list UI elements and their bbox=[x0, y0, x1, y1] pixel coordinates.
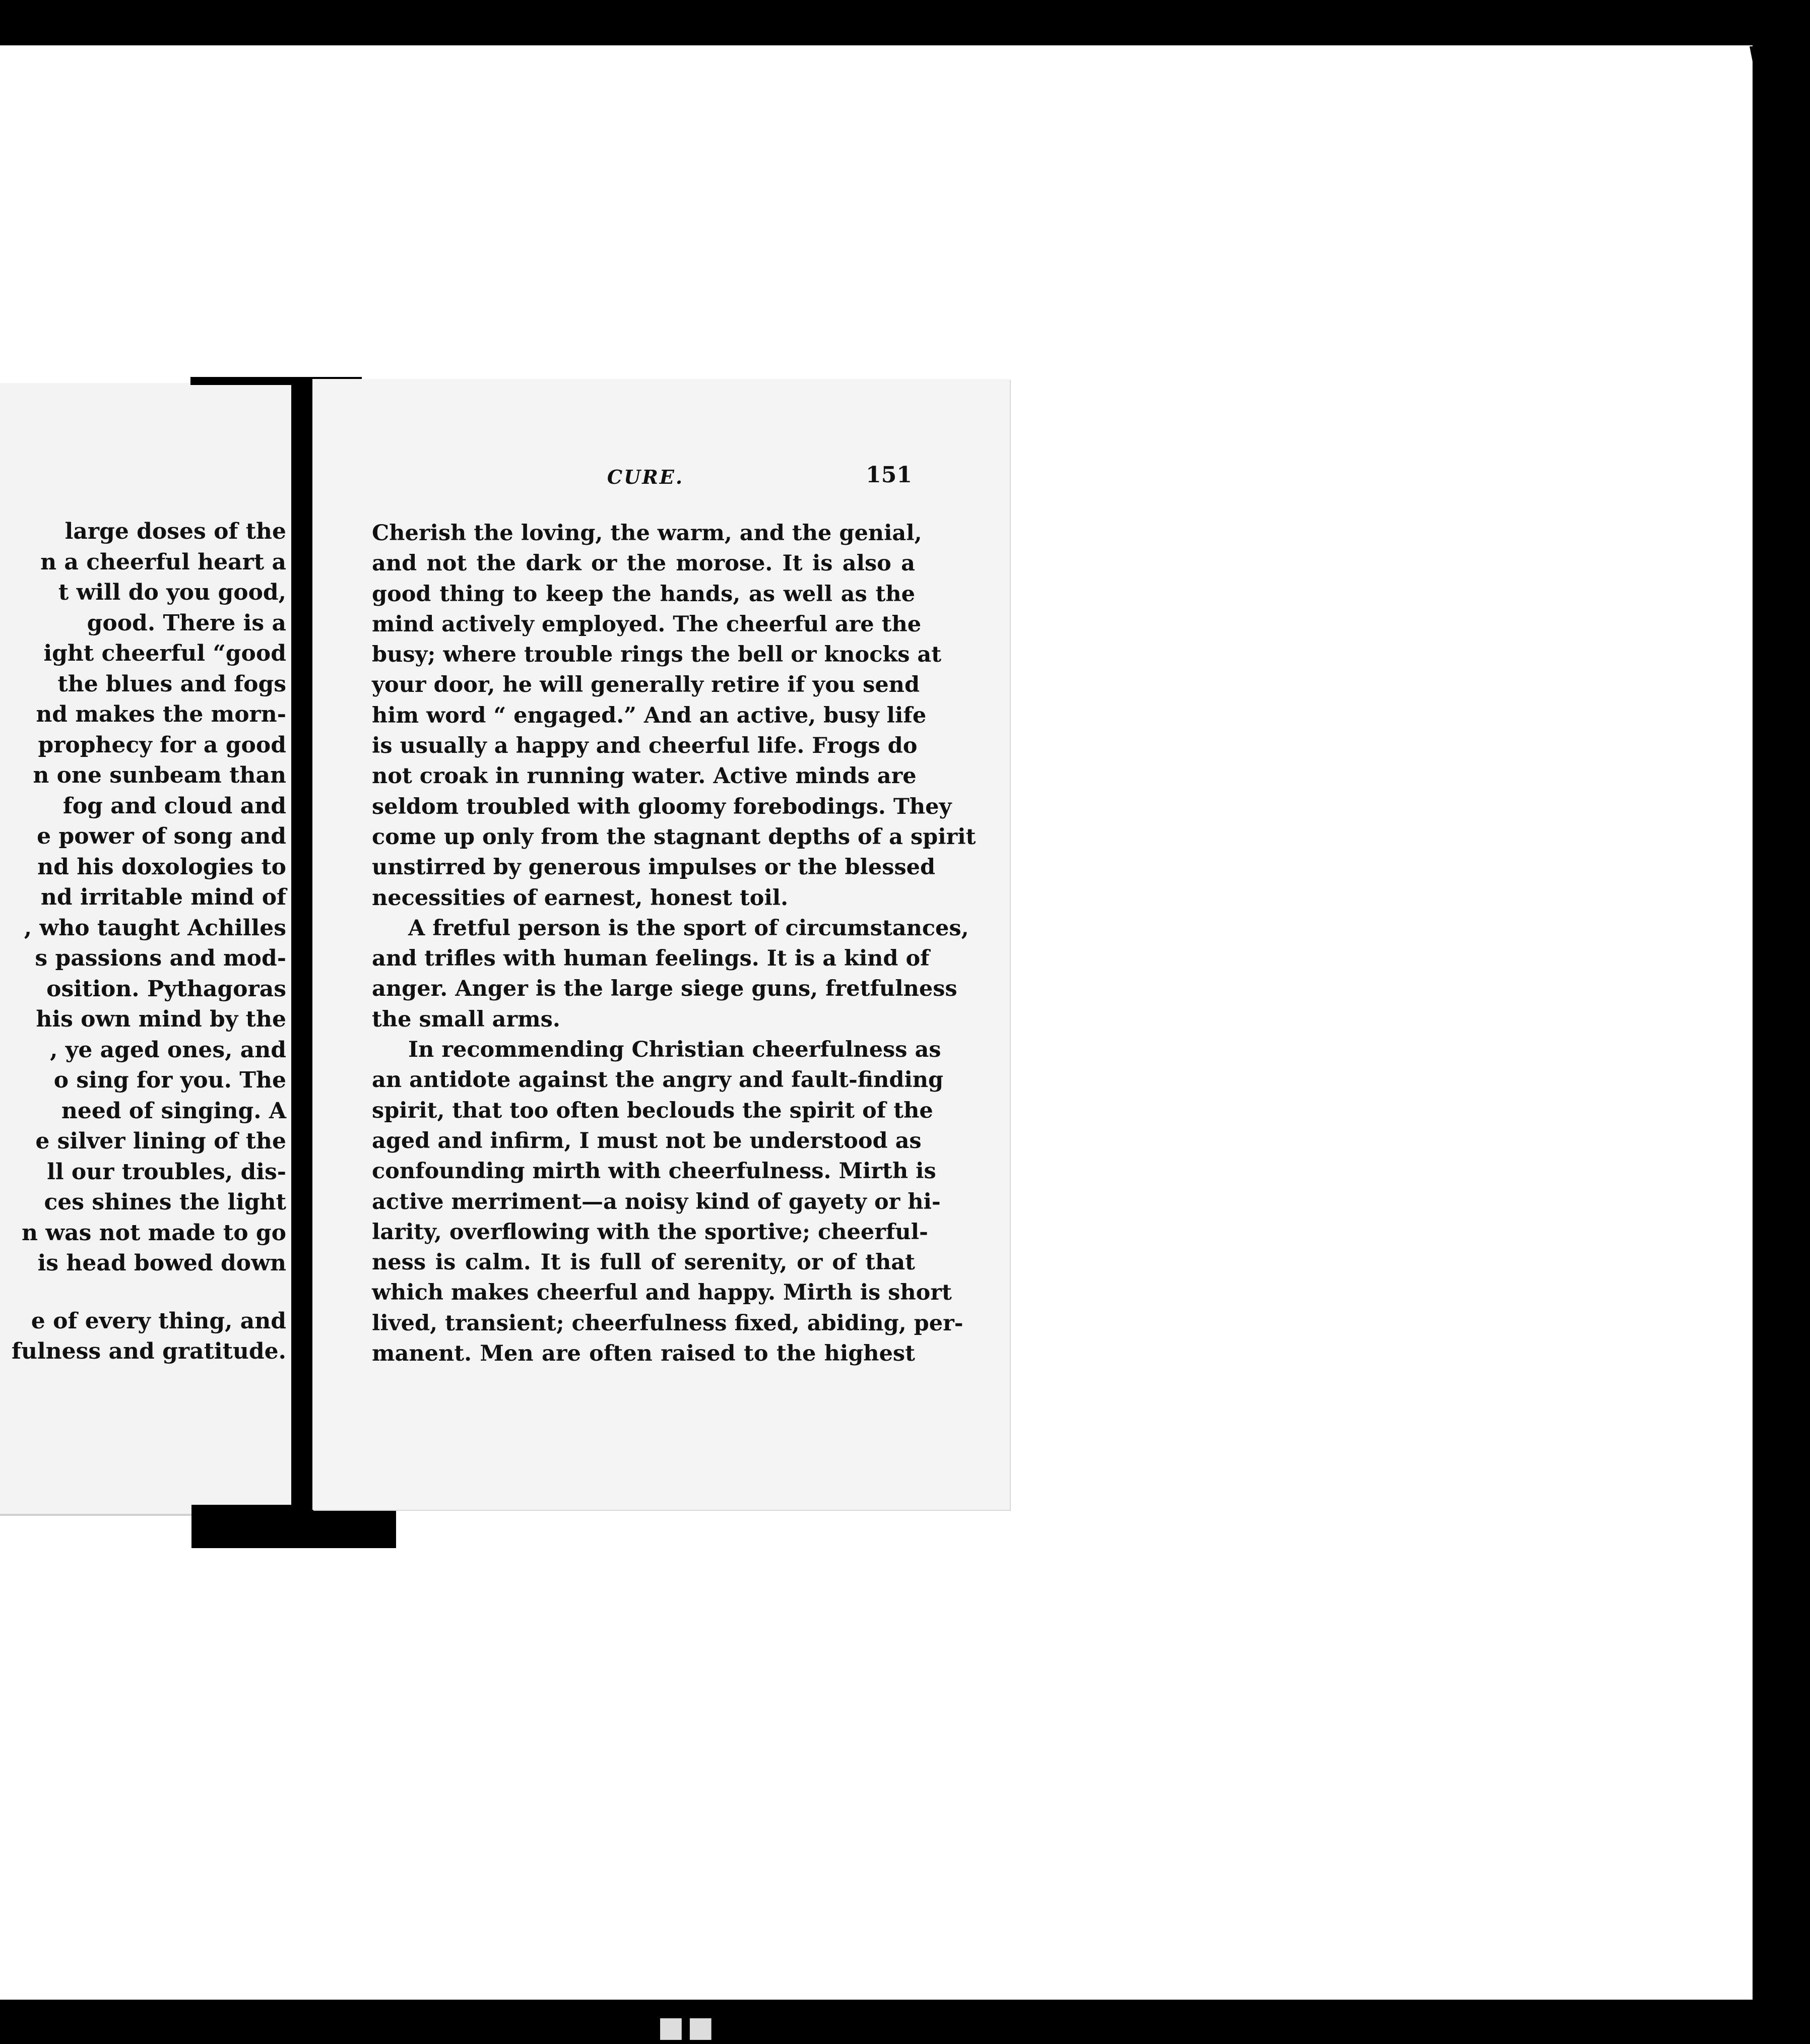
text-line: In recommending Christian cheerfulness as bbox=[408, 1037, 941, 1063]
left-line: n one sunbeam than bbox=[33, 762, 286, 788]
text-line: your door, he will generally retire if you send bbox=[372, 672, 920, 698]
left-line: t will do you good, bbox=[58, 580, 286, 605]
text-line: and trifles with human feelings. It is a kind of bbox=[372, 946, 930, 972]
text-line: ness is calm. It is full of serenity, or of that bbox=[372, 1250, 915, 1275]
left-line: n a cheerful heart a bbox=[40, 549, 286, 575]
text-line: busy; where trouble rings the bell or knocks at bbox=[372, 642, 942, 668]
text-line: Cherish the loving, the warm, and the genial, bbox=[372, 521, 922, 546]
text-line: unstirred by generous impulses or the blessed bbox=[372, 855, 936, 880]
right-page bbox=[312, 379, 1010, 1510]
text-line: him word “ engaged.” And an active, busy life bbox=[372, 702, 927, 728]
film-frame-top bbox=[0, 0, 1810, 45]
left-line: is head bowed down bbox=[37, 1250, 286, 1276]
left-line: osition. Pythagoras bbox=[46, 976, 286, 1002]
text-line: larity, overflowing with the sportive; cheerful- bbox=[372, 1219, 928, 1245]
left-line: nd makes the morn- bbox=[36, 701, 286, 727]
text-line: confounding mirth with cheerfulness. Mirth is bbox=[372, 1159, 936, 1184]
text-line: manent. Men are often raised to the highest bbox=[372, 1341, 915, 1367]
left-line: his own mind by the bbox=[36, 1006, 286, 1032]
left-line: e of every thing, and bbox=[31, 1308, 286, 1334]
film-frame-right bbox=[1753, 0, 1810, 2044]
text-line: seldom troubled with gloomy forebodings. They bbox=[372, 794, 952, 819]
text-line: anger. Anger is the large siege guns, fretfulness bbox=[372, 976, 957, 1002]
left-line: o sing for you. The bbox=[53, 1067, 286, 1093]
text-line: the small arms. bbox=[372, 1006, 560, 1032]
text-line: A fretful person is the sport of circumstances, bbox=[408, 915, 969, 941]
text-line: an antidote against the angry and fault-finding bbox=[372, 1067, 944, 1093]
left-line: ight cheerful “good bbox=[43, 641, 286, 666]
text-line: active merriment—a noisy kind of gayety or hi- bbox=[372, 1189, 941, 1215]
left-line: nd his doxologies to bbox=[37, 854, 286, 880]
gutter-clip bbox=[191, 1505, 396, 1548]
left-line: prophecy for a good bbox=[38, 732, 286, 758]
film-edge-mark: ■■ bbox=[658, 2011, 717, 2043]
page-number: 151 bbox=[866, 462, 912, 488]
left-line: , who taught Achilles bbox=[24, 915, 286, 941]
left-line: e silver lining of the bbox=[35, 1128, 286, 1154]
left-line: e power of song and bbox=[37, 823, 286, 849]
text-line: is usually a happy and cheerful life. Frogs do bbox=[372, 733, 918, 759]
text-line: necessities of earnest, honest toil. bbox=[372, 885, 789, 911]
text-line: mind actively employed. The cheerful are the bbox=[372, 611, 922, 637]
left-line: good. There is a bbox=[87, 610, 286, 636]
left-line: , ye aged ones, and bbox=[50, 1037, 286, 1063]
paragraph-1 bbox=[372, 518, 976, 913]
text-line: come up only from the stagnant depths of a spirit bbox=[372, 824, 976, 850]
paragraph-3 bbox=[372, 1035, 963, 1369]
paragraph-2 bbox=[372, 913, 969, 1035]
text-line: and not the dark or the morose. It is also a bbox=[372, 551, 915, 577]
text-line: not croak in running water. Active minds are bbox=[372, 763, 917, 789]
left-line: ll our troubles, dis- bbox=[47, 1159, 286, 1185]
text-line: spirit, that too often beclouds the spirit of the bbox=[372, 1098, 933, 1123]
left-page-text bbox=[0, 517, 286, 1367]
left-line: fulness and gratitude. bbox=[12, 1338, 286, 1364]
text-line: which makes cheerful and happy. Mirth is short bbox=[372, 1280, 952, 1306]
running-head: CURE. bbox=[607, 466, 684, 488]
book-gutter bbox=[291, 381, 312, 1506]
left-line: the blues and fogs bbox=[57, 671, 286, 697]
left-line: large doses of the bbox=[64, 519, 286, 544]
left-page bbox=[0, 383, 293, 1516]
left-line: nd irritable mind of bbox=[40, 884, 286, 910]
left-line: fog and cloud and bbox=[62, 793, 286, 819]
text-line: aged and infirm, I must not be understood as bbox=[372, 1128, 922, 1154]
text-line: good thing to keep the hands, as well as the bbox=[372, 581, 915, 607]
left-line: n was not made to go bbox=[21, 1220, 286, 1246]
text-line: lived, transient; cheerfulness fixed, abiding, per- bbox=[372, 1310, 963, 1336]
left-line: ces shines the light bbox=[44, 1189, 286, 1215]
left-line: s passions and mod- bbox=[35, 945, 286, 971]
left-line: need of singing. A bbox=[61, 1098, 286, 1124]
page-body bbox=[372, 518, 976, 1369]
film-frame-bottom bbox=[0, 2000, 1810, 2044]
